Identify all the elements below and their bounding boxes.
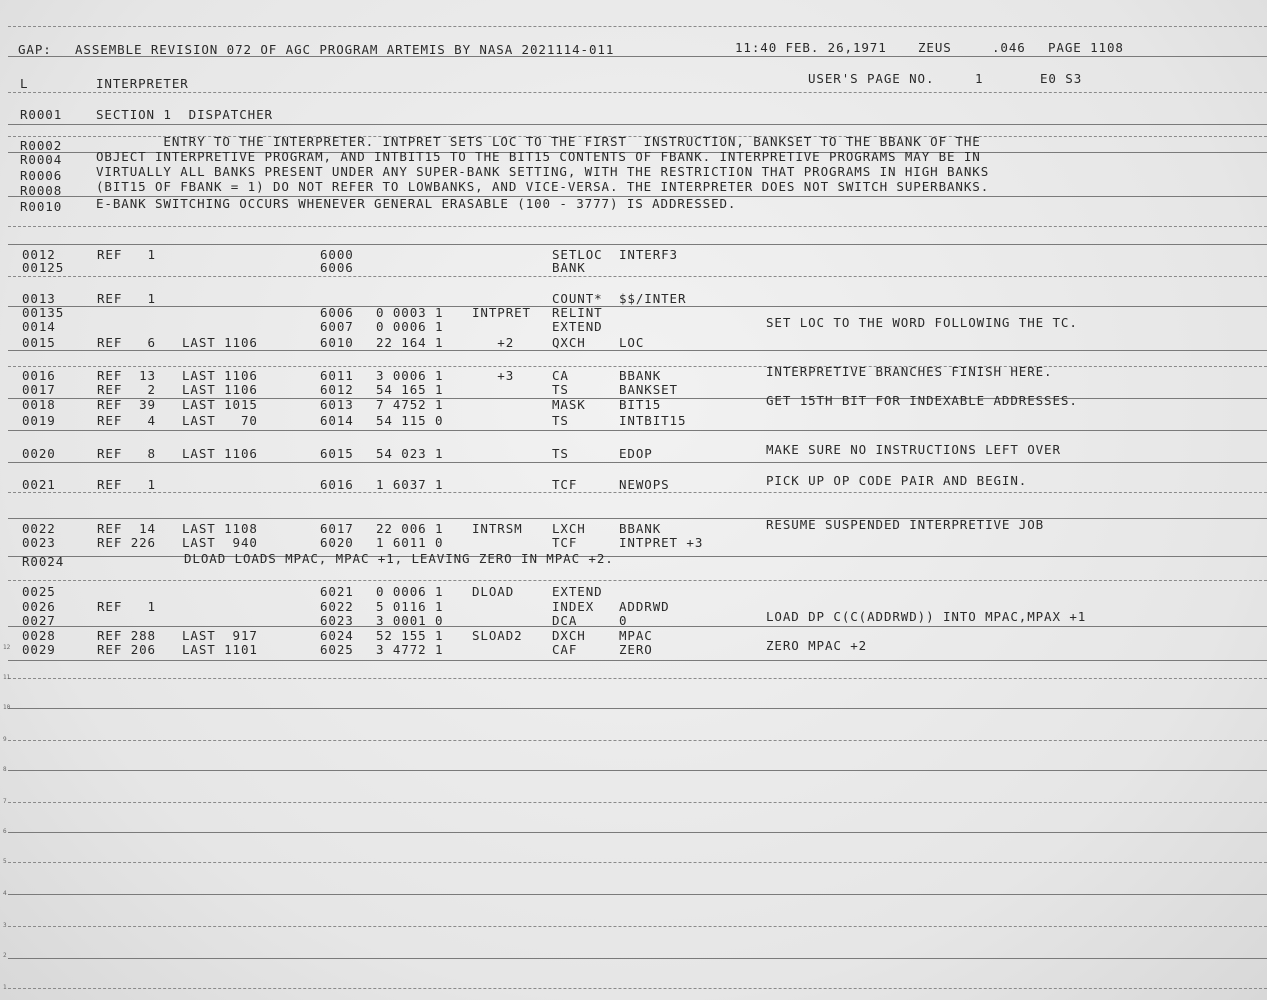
- section-title: SECTION 1 DISPATCHER: [96, 107, 273, 122]
- ref-count: REF 13: [97, 368, 156, 383]
- address: 6023: [320, 613, 354, 628]
- operand: INTBIT15: [619, 413, 687, 428]
- operand: EDOP: [619, 446, 653, 461]
- address: 6006: [320, 260, 354, 275]
- line-number: 0018: [22, 397, 56, 412]
- opcode: BANK: [552, 260, 586, 275]
- margin-number: 7: [3, 798, 7, 805]
- line-number: 0016: [22, 368, 56, 383]
- opcode: COUNT*: [552, 291, 603, 306]
- operand: MPAC: [619, 628, 653, 643]
- octal-word: 1 6011 0: [376, 535, 444, 550]
- ruled-line: [8, 276, 1267, 277]
- ruled-line: [8, 518, 1267, 519]
- ruled-line: [8, 92, 1267, 93]
- line-number: 00125: [22, 260, 65, 275]
- octal-word: 22 164 1: [376, 335, 444, 350]
- line-number: 0014: [22, 319, 56, 334]
- octal-word: 52 155 1: [376, 628, 444, 643]
- header-system: ZEUS: [918, 40, 952, 55]
- address: 6022: [320, 599, 354, 614]
- margin-number: 9: [3, 736, 7, 743]
- opcode: CA: [552, 368, 569, 383]
- address: 6016: [320, 477, 354, 492]
- remark-text: DLOAD LOADS MPAC, MPAC +1, LEAVING ZERO IN MPAC +2.: [184, 551, 614, 566]
- line-number: 0022: [22, 521, 56, 536]
- subheader-title: INTERPRETER: [96, 76, 189, 91]
- line-number: 0017: [22, 382, 56, 397]
- line-number: 0020: [22, 446, 56, 461]
- ruled-line: [8, 306, 1267, 307]
- opcode: DCA: [552, 613, 578, 628]
- ruled-line: [8, 832, 1267, 833]
- last-ref: LAST 70: [182, 413, 258, 428]
- address: 6007: [320, 319, 354, 334]
- label: INTRSM: [472, 521, 523, 536]
- operand: 0: [619, 613, 628, 628]
- address: 6000: [320, 247, 354, 262]
- remark-id: R0006: [20, 168, 63, 183]
- ruled-line: [8, 740, 1267, 741]
- operand: BBANK: [619, 521, 662, 536]
- ruled-line: [8, 580, 1267, 581]
- remark-id: R0004: [20, 152, 63, 167]
- opcode: RELINT: [552, 305, 603, 320]
- ruled-line: [8, 770, 1267, 771]
- opcode: QXCH: [552, 335, 586, 350]
- operand: ZERO: [619, 642, 653, 657]
- ruled-line: [8, 626, 1267, 627]
- label: DLOAD: [472, 584, 515, 599]
- line-number: 0021: [22, 477, 56, 492]
- ruled-line: [8, 894, 1267, 895]
- header-gap: GAP:: [18, 42, 52, 57]
- address: 6020: [320, 535, 354, 550]
- label: SLOAD2: [472, 628, 523, 643]
- header-page: PAGE 1108: [1048, 40, 1124, 55]
- opcode: TS: [552, 382, 569, 397]
- margin-number: 11: [3, 674, 11, 681]
- last-ref: LAST 1101: [182, 642, 258, 657]
- last-ref: LAST 1108: [182, 521, 258, 536]
- line-number: 0028: [22, 628, 56, 643]
- octal-word: 54 165 1: [376, 382, 444, 397]
- operand: BANKSET: [619, 382, 678, 397]
- ref-count: REF 39: [97, 397, 156, 412]
- octal-word: 54 115 0: [376, 413, 444, 428]
- opcode: LXCH: [552, 521, 586, 536]
- ruled-line: [8, 660, 1267, 661]
- margin-number: 12: [3, 644, 11, 651]
- last-ref: LAST 1106: [182, 446, 258, 461]
- remark-id: R0002: [20, 138, 63, 153]
- last-ref: LAST 1106: [182, 335, 258, 350]
- margin-number: 4: [3, 890, 7, 897]
- ruled-line: [8, 430, 1267, 431]
- header-assemble: ASSEMBLE REVISION 072 OF AGC PROGRAM ARTEMIS BY NASA 2021114-011: [75, 42, 615, 57]
- ruled-line: [8, 678, 1267, 679]
- comment: PICK UP OP CODE PAIR AND BEGIN.: [766, 473, 1028, 488]
- remark-text: (BIT15 OF FBANK = 1) DO NOT REFER TO LOWBANKS, AND VICE-VERSA. THE INTERPRETER DOES NOT SWITCH SUPERBANKS.: [96, 179, 990, 194]
- address: 6017: [320, 521, 354, 536]
- address: 6021: [320, 584, 354, 599]
- octal-word: 0 0006 1: [376, 584, 444, 599]
- margin-number: 3: [3, 922, 7, 929]
- ruled-line: [8, 26, 1267, 27]
- opcode: DXCH: [552, 628, 586, 643]
- ruled-line: [8, 366, 1267, 367]
- line-number: 00135: [22, 305, 65, 320]
- ruled-line: [8, 462, 1267, 463]
- comment: SET LOC TO THE WORD FOLLOWING THE TC.: [766, 315, 1078, 330]
- address: 6012: [320, 382, 354, 397]
- line-number: 0013: [22, 291, 56, 306]
- address: 6014: [320, 413, 354, 428]
- ruled-line: [8, 708, 1267, 709]
- remark-id: R0008: [20, 183, 63, 198]
- comment: MAKE SURE NO INSTRUCTIONS LEFT OVER: [766, 442, 1061, 457]
- operand: BIT15: [619, 397, 662, 412]
- ruled-line: [8, 802, 1267, 803]
- address: 6011: [320, 368, 354, 383]
- remark-id: R0010: [20, 199, 63, 214]
- ref-count: REF 1: [97, 477, 156, 492]
- address: 6024: [320, 628, 354, 643]
- label: +3: [472, 368, 515, 383]
- ruled-line: [8, 244, 1267, 245]
- address: 6013: [320, 397, 354, 412]
- line-number: 0015: [22, 335, 56, 350]
- remark-text: OBJECT INTERPRETIVE PROGRAM, AND INTBIT15 TO THE BIT15 CONTENTS OF FBANK. INTERPRETIVE PROGRAMS MAY BE IN: [96, 149, 981, 164]
- comment: INTERPRETIVE BRANCHES FINISH HERE.: [766, 364, 1053, 379]
- header-code: .046: [992, 40, 1026, 55]
- octal-word: 1 6037 1: [376, 477, 444, 492]
- last-ref: LAST 917: [182, 628, 258, 643]
- opcode: INDEX: [552, 599, 595, 614]
- line-number: 0027: [22, 613, 56, 628]
- margin-number: 5: [3, 858, 7, 865]
- line-number: 0012: [22, 247, 56, 262]
- octal-word: 54 023 1: [376, 446, 444, 461]
- opcode: TS: [552, 413, 569, 428]
- ruled-line: [8, 350, 1267, 351]
- ref-count: REF 4: [97, 413, 156, 428]
- ref-count: REF 2: [97, 382, 156, 397]
- operand: INTPRET +3: [619, 535, 704, 550]
- opcode: MASK: [552, 397, 586, 412]
- ref-count: REF 226: [97, 535, 156, 550]
- ruled-line: [8, 958, 1267, 959]
- operand: $$/INTER: [619, 291, 687, 306]
- comment: GET 15TH BIT FOR INDEXABLE ADDRESSES.: [766, 393, 1078, 408]
- section-id: R0001: [20, 107, 63, 122]
- last-ref: LAST 1106: [182, 368, 258, 383]
- line-number: 0026: [22, 599, 56, 614]
- operand: ADDRWD: [619, 599, 670, 614]
- octal-word: 0 0006 1: [376, 319, 444, 334]
- remark-id: R0024: [22, 554, 65, 569]
- header-time: 11:40 FEB. 26,1971: [735, 40, 887, 55]
- margin-number: 8: [3, 766, 7, 773]
- ref-count: REF 14: [97, 521, 156, 536]
- line-number: 0023: [22, 535, 56, 550]
- ref-count: REF 288: [97, 628, 156, 643]
- address: 6025: [320, 642, 354, 657]
- operand: INTERF3: [619, 247, 678, 262]
- line-number: 0019: [22, 413, 56, 428]
- octal-word: 0 0003 1: [376, 305, 444, 320]
- octal-word: 3 4772 1: [376, 642, 444, 657]
- margin-number: 10: [3, 704, 11, 711]
- address: 6010: [320, 335, 354, 350]
- ref-count: REF 1: [97, 247, 156, 262]
- octal-word: 22 006 1: [376, 521, 444, 536]
- subheader-l: L: [20, 76, 29, 91]
- opcode: TS: [552, 446, 569, 461]
- last-ref: LAST 940: [182, 535, 258, 550]
- operand: NEWOPS: [619, 477, 670, 492]
- ref-count: REF 8: [97, 446, 156, 461]
- octal-word: 3 0001 0: [376, 613, 444, 628]
- users-page-number: 1: [975, 71, 984, 86]
- address: 6015: [320, 446, 354, 461]
- octal-word: 3 0006 1: [376, 368, 444, 383]
- ref-count: REF 6: [97, 335, 156, 350]
- comment: RESUME SUSPENDED INTERPRETIVE JOB: [766, 517, 1045, 532]
- ruled-line: [8, 926, 1267, 927]
- remark-text: E-BANK SWITCHING OCCURS WHENEVER GENERAL ERASABLE (100 - 3777) IS ADDRESSED.: [96, 196, 737, 211]
- ref-count: REF 1: [97, 291, 156, 306]
- comment: ZERO MPAC +2: [766, 638, 868, 653]
- last-ref: LAST 1015: [182, 397, 258, 412]
- label: INTPRET: [472, 305, 531, 320]
- last-ref: LAST 1106: [182, 382, 258, 397]
- ruled-line: [8, 492, 1267, 493]
- margin-number: 1: [3, 984, 7, 991]
- remark-text: ENTRY TO THE INTERPRETER. INTPRET SETS LOC TO THE FIRST INSTRUCTION, BANKSET TO THE BBANK OF THE: [96, 134, 981, 149]
- ruled-line: [8, 124, 1267, 125]
- operand: BBANK: [619, 368, 662, 383]
- ref-count: REF 1: [97, 599, 156, 614]
- ruled-line: [8, 988, 1267, 989]
- opcode: TCF: [552, 535, 578, 550]
- address: 6006: [320, 305, 354, 320]
- line-number: 0025: [22, 584, 56, 599]
- label: +2: [472, 335, 515, 350]
- subheader-e0: E0 S3: [1040, 71, 1083, 86]
- line-number: 0029: [22, 642, 56, 657]
- opcode: EXTEND: [552, 584, 603, 599]
- octal-word: 5 0116 1: [376, 599, 444, 614]
- octal-word: 7 4752 1: [376, 397, 444, 412]
- opcode: EXTEND: [552, 319, 603, 334]
- ruled-line: [8, 862, 1267, 863]
- comment: LOAD DP C(C(ADDRWD)) INTO MPAC,MPAX +1: [766, 609, 1087, 624]
- margin-number: 2: [3, 952, 7, 959]
- opcode: CAF: [552, 642, 578, 657]
- users-page-label: USER'S PAGE NO.: [808, 71, 935, 86]
- opcode: SETLOC: [552, 247, 603, 262]
- operand: LOC: [619, 335, 645, 350]
- remark-text: VIRTUALLY ALL BANKS PRESENT UNDER ANY SUPER-BANK SETTING, WITH THE RESTRICTION THAT PROGRAMS IN HIGH BANKS: [96, 164, 990, 179]
- ruled-line: [8, 226, 1267, 227]
- ref-count: REF 206: [97, 642, 156, 657]
- opcode: TCF: [552, 477, 578, 492]
- margin-number: 6: [3, 828, 7, 835]
